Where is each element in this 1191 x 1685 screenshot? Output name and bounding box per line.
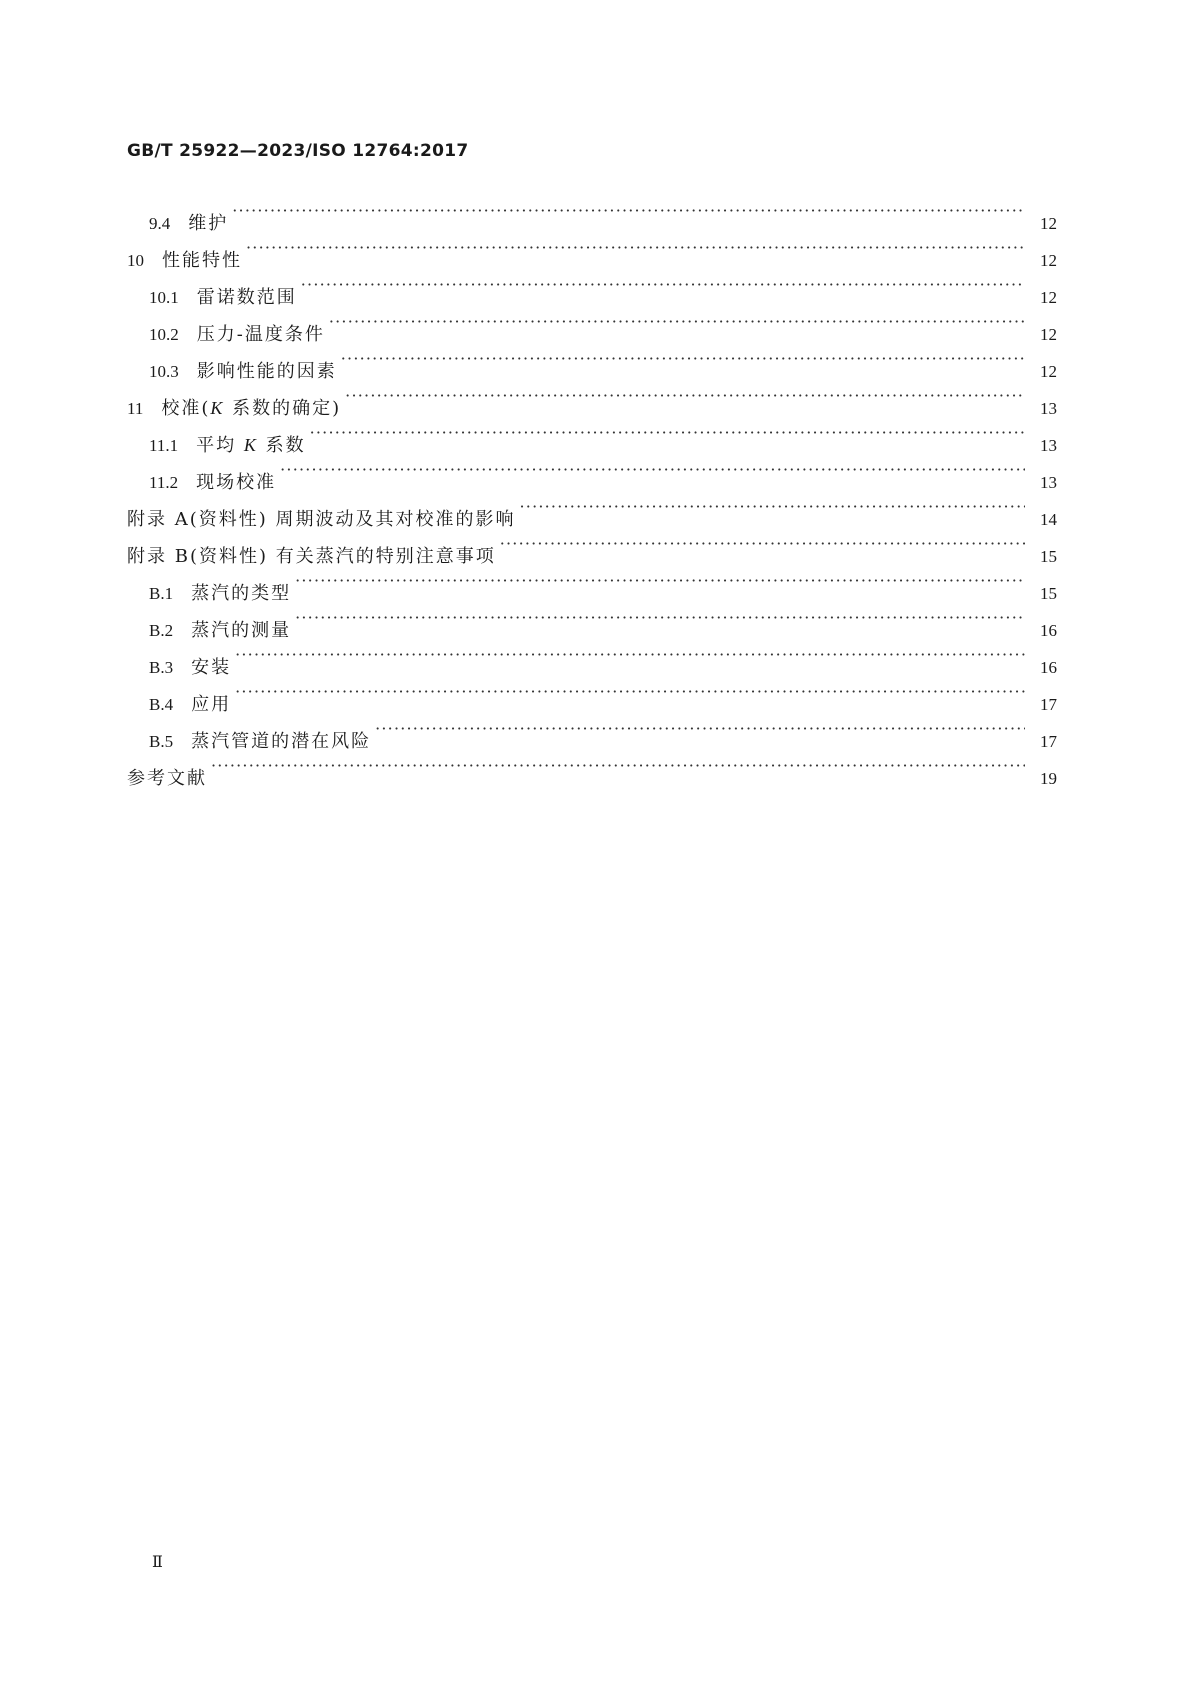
toc-leader-dots (211, 747, 1025, 784)
toc-entry-number: B.5 (149, 732, 174, 751)
toc-entry-title: 雷诺数范围 (196, 287, 297, 308)
toc-entry-page: 12 (1040, 214, 1057, 233)
toc-entry-b-4[interactable] (127, 673, 1057, 715)
toc-entry-title: 蒸汽的类型 (191, 583, 292, 604)
toc-entry-page: 16 (1040, 658, 1057, 677)
toc-leader-dots (235, 636, 1025, 673)
toc-entry-page: 19 (1040, 769, 1057, 788)
toc-leader-dots (520, 488, 1026, 525)
toc-entry-number: 11.2 (149, 473, 179, 492)
toc-entry-page: 14 (1040, 510, 1057, 529)
toc-entry-page: 12 (1040, 325, 1057, 344)
toc-entry-10-1[interactable] (127, 266, 1057, 308)
toc-entry-page: 16 (1040, 621, 1057, 640)
toc-leader-dots (232, 192, 1025, 229)
toc-entry-page: 12 (1040, 362, 1057, 381)
toc-entry-title: 维护 (188, 213, 229, 234)
toc-entry-title: 应用 (191, 694, 232, 715)
toc-leader-dots (235, 673, 1025, 710)
toc-entry-number: 10.3 (149, 362, 179, 381)
toc-entry-number: 11 (127, 399, 144, 418)
toc-entry-title: 压力-温度条件 (196, 324, 325, 345)
toc-entry-number: B.2 (149, 621, 174, 640)
toc-entry-title: 现场校准 (196, 472, 277, 493)
toc-leader-dots (301, 266, 1025, 303)
toc-leader-dots (345, 377, 1025, 414)
table-of-contents (127, 192, 1057, 789)
toc-entry-page: 12 (1040, 288, 1057, 307)
toc-entry-number: 11.1 (149, 436, 179, 455)
toc-entry-number: 9.4 (149, 214, 171, 233)
toc-entry-page: 17 (1040, 695, 1057, 714)
toc-entry-b-3[interactable] (127, 636, 1057, 678)
toc-entry-page: 15 (1040, 547, 1057, 566)
toc-entry-title: 性能特性 (162, 250, 242, 271)
toc-entry-number: B.1 (149, 584, 174, 603)
toc-entry-title: 影响性能的因素 (196, 361, 337, 382)
toc-entry-title: 平均 K 系数 (196, 435, 306, 456)
toc-entry-page: 17 (1040, 732, 1057, 751)
toc-leader-dots (295, 562, 1025, 599)
toc-entry-bibliography[interactable] (127, 747, 1057, 789)
toc-leader-dots (329, 303, 1025, 340)
toc-entry-page: 13 (1040, 473, 1057, 492)
toc-entry-number: 10 (127, 251, 144, 270)
toc-entry-title: 蒸汽管道的潜在风险 (191, 731, 372, 752)
toc-entry-page: 13 (1040, 436, 1057, 455)
toc-entry-number: 10.1 (149, 288, 179, 307)
toc-entry-number: 10.2 (149, 325, 179, 344)
toc-entry-10[interactable] (127, 229, 1057, 271)
toc-leader-dots (375, 710, 1025, 747)
toc-entry-number: B.4 (149, 695, 174, 714)
toc-leader-dots (310, 414, 1025, 451)
toc-entry-number: B.3 (149, 658, 174, 677)
toc-entry-b-5[interactable] (127, 710, 1057, 752)
toc-entry-title: 附录 A(资料性) 周期波动及其对校准的影响 (127, 509, 516, 530)
toc-leader-dots (246, 229, 1025, 266)
toc-entry-page: 12 (1040, 251, 1057, 270)
toc-entry-title: 安装 (191, 657, 232, 678)
toc-entry-page: 15 (1040, 584, 1057, 603)
toc-entry-9-4[interactable] (127, 192, 1057, 234)
toc-leader-dots (500, 525, 1025, 562)
toc-entry-title: 蒸汽的测量 (191, 620, 292, 641)
toc-leader-dots (280, 451, 1025, 488)
document-header: GB/T 25922—2023/ISO 12764:2017 (127, 141, 469, 161)
toc-entry-page: 13 (1040, 399, 1057, 418)
toc-entry-title: 校准(K 系数的确定) (161, 398, 342, 419)
toc-entry-title: 附录 B(资料性) 有关蒸汽的特别注意事项 (127, 546, 496, 567)
toc-leader-dots (295, 599, 1025, 636)
toc-entry-title: 参考文献 (127, 768, 207, 789)
toc-leader-dots (341, 340, 1025, 377)
page-number: Ⅱ (152, 1554, 163, 1571)
